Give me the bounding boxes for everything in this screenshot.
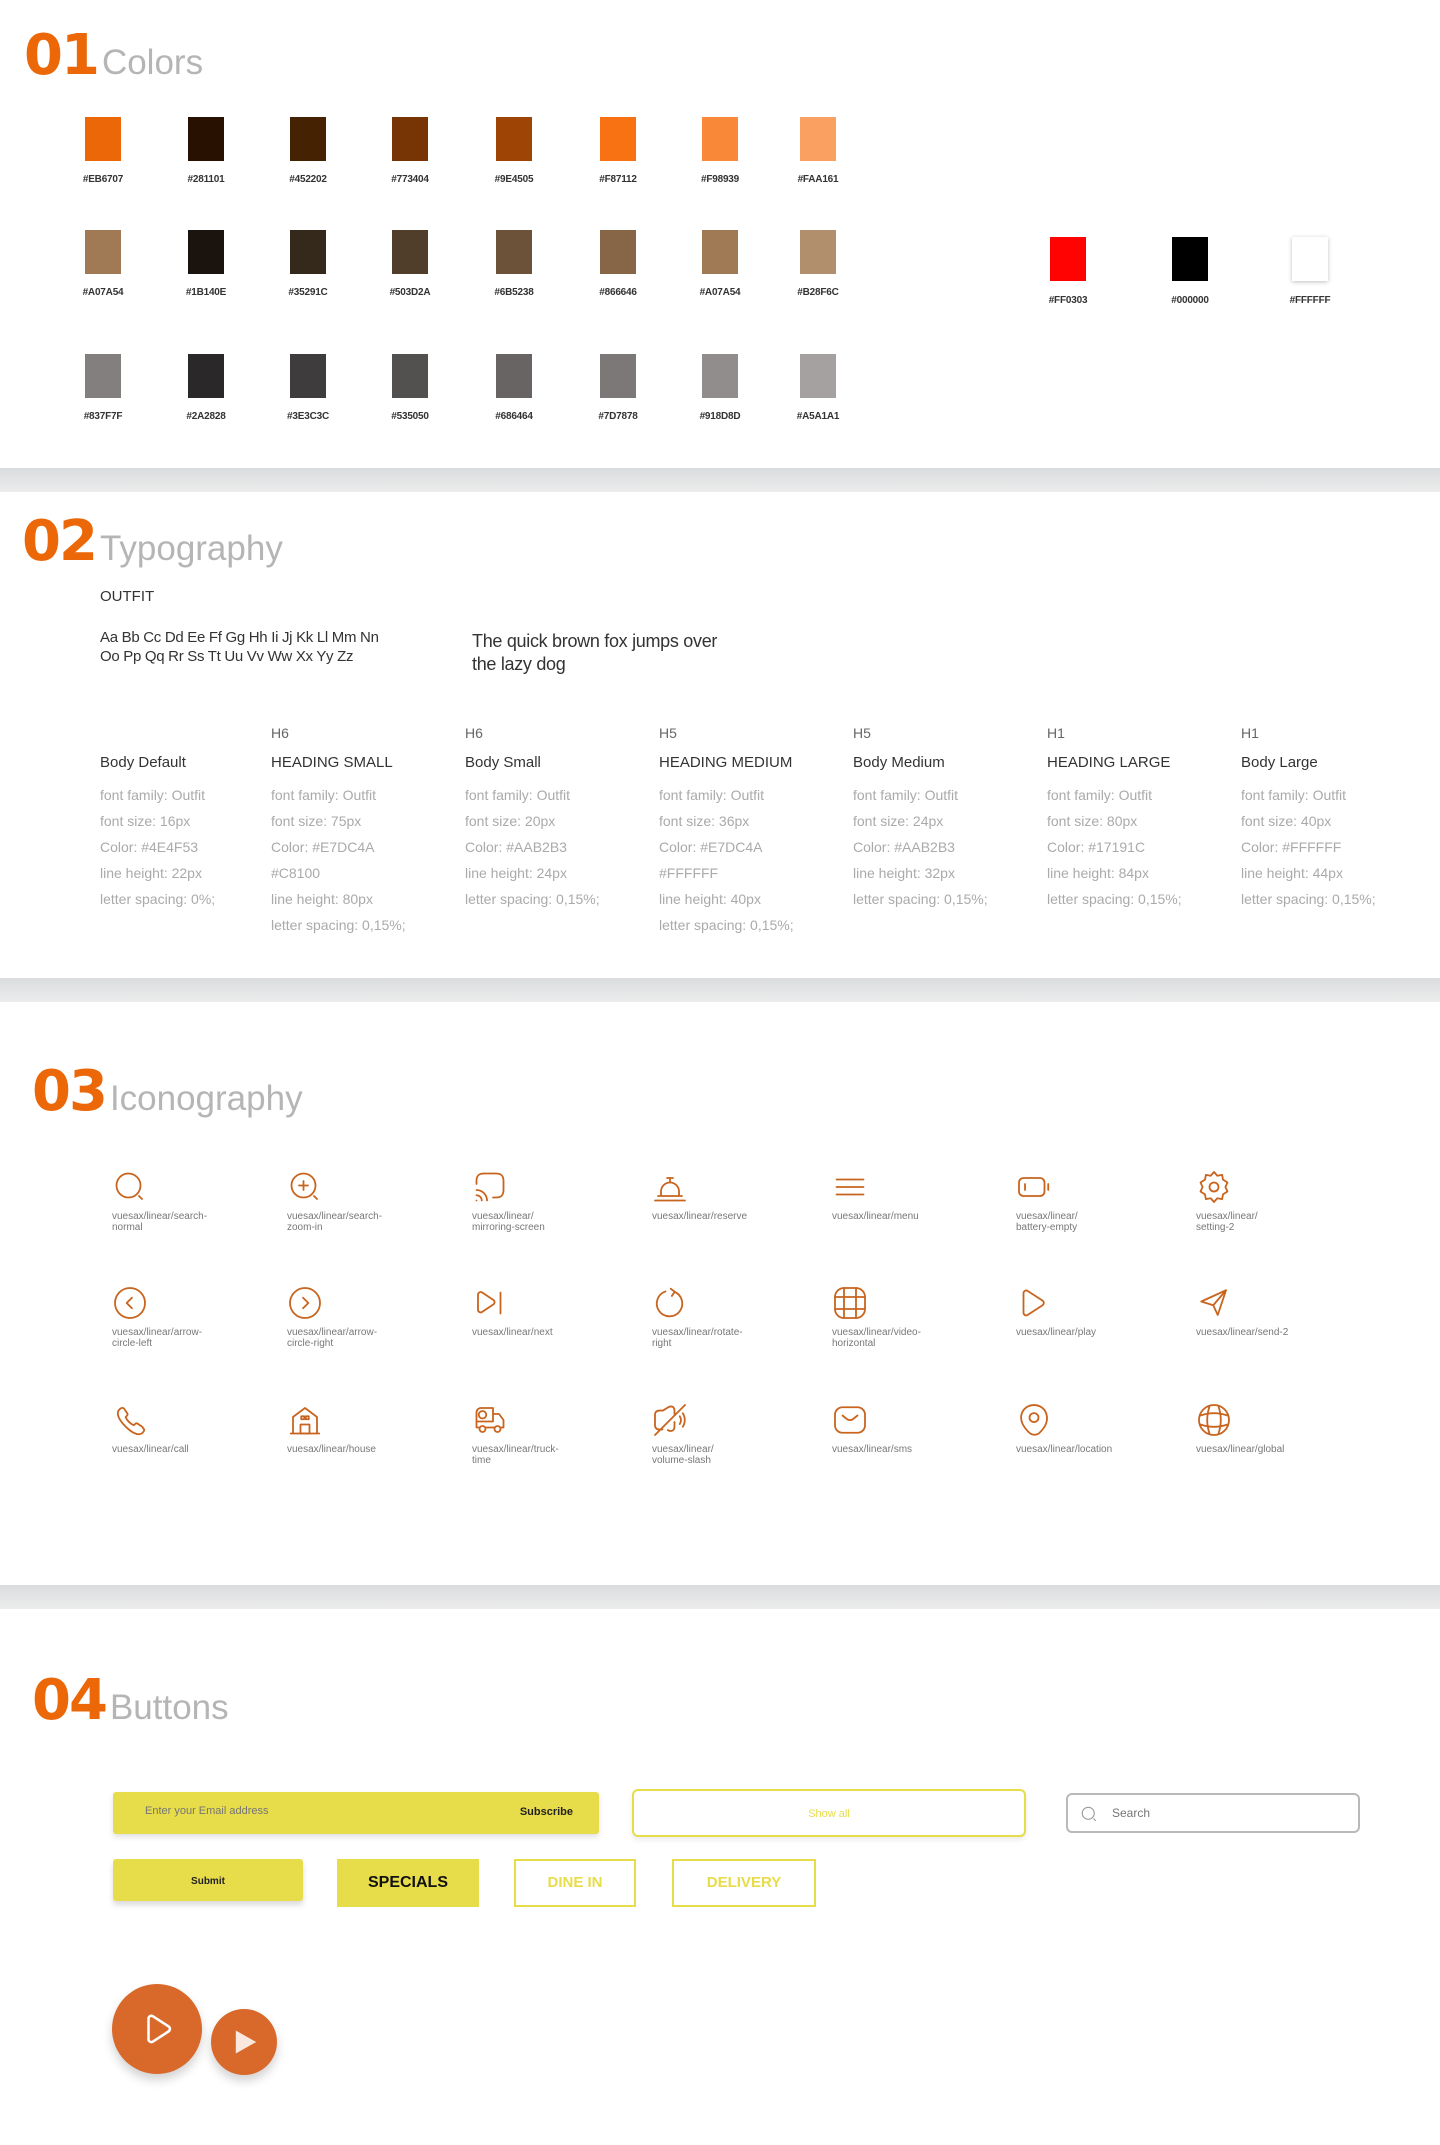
icon-tile	[1016, 1169, 1136, 1233]
color-swatch	[392, 354, 428, 398]
spec-heading-tag	[100, 725, 250, 745]
color-swatch-label: #1B140E	[185, 287, 227, 298]
color-swatch	[600, 230, 636, 274]
specials-label: SPECIALS	[367, 1874, 448, 1891]
house-icon	[287, 1402, 407, 1438]
spec-property-line: line height: 84px	[1047, 865, 1149, 881]
color-swatch	[702, 354, 738, 398]
icon-tile	[472, 1169, 592, 1233]
icon-tile	[472, 1285, 592, 1338]
spec-heading-tag: H5	[853, 725, 871, 741]
color-swatch-label: #2A2828	[186, 411, 226, 422]
spec-property-line: Color: #4E4F53	[100, 839, 199, 855]
color-swatch-label: #000000	[1171, 295, 1209, 306]
color-swatch	[800, 354, 836, 398]
icon-label: vuesax/linear/video- horizontal	[832, 1327, 921, 1349]
icon-tile	[832, 1285, 952, 1349]
icon-label: vuesax/linear/next	[472, 1327, 553, 1338]
icon-tile	[1016, 1402, 1136, 1455]
type-spec-column	[1047, 725, 1197, 912]
spec-property-line: font size: 40px	[1241, 813, 1332, 829]
mirroring-screen-icon	[472, 1169, 592, 1205]
section-title: Typography	[99, 529, 283, 568]
rotate-right-icon	[652, 1285, 772, 1321]
pangram-line: the lazy dog	[472, 654, 566, 674]
icon-label: vuesax/linear/send-2	[1196, 1327, 1289, 1338]
icon-label: vuesax/linear/ volume-slash	[652, 1444, 714, 1466]
icon-label: vuesax/linear/house	[287, 1444, 376, 1455]
color-swatch-label: #6B5238	[494, 287, 534, 298]
color-swatch-label: #686464	[495, 411, 533, 422]
icon-tile	[1196, 1169, 1316, 1233]
section-divider	[0, 978, 1440, 1002]
color-swatch	[1292, 237, 1328, 281]
alphabet-line: Oo Pp Qq Rr Ss Tt Uu Vv Ww Xx Yy Zz	[100, 648, 354, 665]
type-spec-column	[271, 725, 421, 938]
icon-label: vuesax/linear/reserve	[652, 1211, 748, 1222]
search-zoom-in-icon	[287, 1169, 407, 1205]
icon-tile	[472, 1402, 592, 1466]
icon-tile	[287, 1402, 407, 1455]
color-swatch	[85, 117, 121, 161]
spec-property-line: line height: 40px	[659, 891, 761, 907]
section-number: 01	[24, 23, 98, 88]
section-number: 04	[32, 1668, 106, 1733]
specials-button[interactable]	[337, 1859, 479, 1907]
spec-heading-tag: H5	[659, 725, 677, 741]
pangram-sample	[472, 630, 717, 676]
type-spec-column	[1241, 725, 1391, 912]
spec-heading-tag: H6	[271, 725, 289, 741]
spec-property-line: letter spacing: 0,15%;	[659, 917, 794, 933]
color-swatch-label: #535050	[391, 411, 429, 422]
color-swatch	[600, 354, 636, 398]
spec-style-name: Body Small	[465, 754, 541, 771]
delivery-button[interactable]	[672, 1859, 816, 1907]
spec-property-line: Color: #E7DC4A	[271, 839, 375, 855]
section-title: Iconography	[109, 1079, 303, 1118]
color-swatch-label: #866646	[599, 287, 637, 298]
spec-property-line: font family: Outfit	[465, 787, 571, 803]
icon-tile	[112, 1402, 232, 1455]
next-icon	[472, 1285, 592, 1321]
iconography-heading	[32, 1059, 303, 1124]
type-spec-column	[100, 725, 250, 912]
section-divider	[0, 1585, 1440, 1609]
spec-property-line: font size: 16px	[100, 813, 191, 829]
spec-property-line: Color: #17191C	[1047, 839, 1146, 855]
search-icon	[1080, 1805, 1098, 1828]
color-swatch	[1172, 237, 1208, 281]
spec-property-line: font family: Outfit	[853, 787, 959, 803]
color-swatch	[392, 230, 428, 274]
spec-property-line: font size: 20px	[465, 813, 556, 829]
icon-label: vuesax/linear/sms	[832, 1444, 913, 1455]
spec-property-line: #C8100	[271, 865, 321, 881]
color-swatch-label: #35291C	[288, 287, 328, 298]
icon-tile	[832, 1169, 952, 1222]
color-swatch	[290, 230, 326, 274]
icon-tile	[112, 1169, 232, 1233]
spec-property-line: line height: 44px	[1241, 865, 1343, 881]
truck-time-icon	[472, 1402, 592, 1438]
buttons-heading	[32, 1668, 229, 1733]
spec-property-line: Color: #E7DC4A	[659, 839, 763, 855]
dine-in-label: DINE IN	[547, 1874, 603, 1891]
menu-icon	[832, 1169, 952, 1205]
spec-property-line: Color: #FFFFFF	[1241, 839, 1342, 855]
icon-label: vuesax/linear/location	[1016, 1444, 1113, 1455]
color-swatch-label: #7D7878	[598, 411, 638, 422]
email-input[interactable]	[143, 1804, 447, 1818]
icon-label: vuesax/linear/ mirroring-screen	[472, 1211, 545, 1233]
color-swatch-label: #A07A54	[699, 287, 741, 298]
arrow-circle-right-icon	[287, 1285, 407, 1321]
delivery-label: DELIVERY	[706, 1874, 782, 1891]
spec-property-line: letter spacing: 0,15%;	[1047, 891, 1182, 907]
arrow-circle-left-icon	[112, 1285, 232, 1321]
battery-empty-icon	[1016, 1169, 1136, 1205]
color-swatch	[702, 230, 738, 274]
icon-tile	[1196, 1285, 1316, 1338]
colors-heading	[24, 23, 204, 88]
color-swatch-label: #281101	[187, 174, 225, 185]
color-swatch-label: #A5A1A1	[796, 411, 840, 422]
pangram-line: The quick brown fox jumps over	[472, 631, 718, 651]
spec-style-name: HEADING MEDIUM	[659, 754, 793, 771]
show-all-label: Show all	[808, 1808, 850, 1820]
color-swatch	[188, 230, 224, 274]
color-swatch	[496, 354, 532, 398]
subscribe-button[interactable]: Subscribe	[519, 1806, 573, 1818]
color-swatch-label: #503D2A	[389, 287, 431, 298]
section-title: Buttons	[109, 1688, 229, 1727]
color-swatch-label: #A07A54	[82, 287, 124, 298]
global-icon	[1196, 1402, 1316, 1438]
color-swatch	[188, 117, 224, 161]
color-swatch	[85, 230, 121, 274]
color-swatch	[800, 117, 836, 161]
spec-property-line: font size: 75px	[271, 813, 362, 829]
play-solid-icon	[233, 2028, 259, 2061]
color-swatch-label: #837F7F	[83, 411, 123, 422]
spec-property-line: #FFFFFF	[659, 865, 719, 881]
color-swatch-label: #FFFFFF	[1289, 295, 1331, 306]
color-swatch	[600, 117, 636, 161]
color-swatch-label: #F98939	[700, 174, 740, 185]
icon-label: vuesax/linear/arrow- circle-left	[112, 1327, 203, 1349]
icon-label: vuesax/linear/rotate- right	[652, 1327, 743, 1349]
section-divider	[0, 468, 1440, 492]
spec-property-line: font family: Outfit	[100, 787, 206, 803]
color-swatch	[188, 354, 224, 398]
spec-style-name: HEADING LARGE	[1047, 754, 1171, 771]
color-swatch-label: #FF0303	[1048, 295, 1088, 306]
color-swatch-label: #F87112	[599, 174, 637, 185]
submit-button[interactable]	[113, 1859, 303, 1901]
spec-property-line: letter spacing: 0,15%;	[465, 891, 600, 907]
submit-label: Submit	[191, 1876, 225, 1887]
color-swatch	[702, 117, 738, 161]
type-spec-column	[465, 725, 615, 912]
spec-property-line: line height: 32px	[853, 865, 955, 881]
spec-property-line: font size: 36px	[659, 813, 750, 829]
section-number: 03	[32, 1059, 106, 1124]
volume-slash-icon	[652, 1402, 772, 1438]
icon-tile	[287, 1169, 407, 1233]
location-icon	[1016, 1402, 1136, 1438]
color-swatch	[800, 230, 836, 274]
icon-tile	[652, 1169, 772, 1222]
type-spec-column	[659, 725, 809, 938]
setting-2-icon	[1196, 1169, 1316, 1205]
type-spec-column	[853, 725, 1003, 912]
spec-property-line: line height: 24px	[465, 865, 567, 881]
call-icon	[112, 1402, 232, 1438]
play-button-small[interactable]	[211, 2009, 277, 2075]
icon-tile	[652, 1285, 772, 1349]
icon-label: vuesax/linear/call	[112, 1444, 189, 1455]
color-swatch	[85, 354, 121, 398]
alphabet-sample	[100, 628, 379, 666]
spec-property-line: Color: #AAB2B3	[465, 839, 567, 855]
icon-label: vuesax/linear/ setting-2	[1196, 1211, 1258, 1233]
color-swatch	[496, 117, 532, 161]
color-swatch-label: #452202	[289, 174, 327, 185]
icon-tile	[287, 1285, 407, 1349]
dine-in-button[interactable]	[514, 1859, 636, 1907]
play-button-large[interactable]	[112, 1984, 202, 2074]
icon-tile	[652, 1402, 772, 1466]
sms-icon	[832, 1402, 952, 1438]
search-input[interactable]	[1110, 1805, 1334, 1821]
icon-tile	[112, 1285, 232, 1349]
spec-heading-tag: H1	[1047, 725, 1065, 741]
color-swatch-label: #918D8D	[699, 411, 741, 422]
icon-label: vuesax/linear/search- normal	[112, 1211, 208, 1233]
icon-label: vuesax/linear/play	[1016, 1327, 1097, 1338]
color-swatch	[1050, 237, 1086, 281]
color-swatch-label: #3E3C3C	[287, 411, 329, 422]
icon-label: vuesax/linear/arrow- circle-right	[287, 1327, 378, 1349]
typography-heading	[22, 509, 283, 574]
spec-property-line: letter spacing: 0,15%;	[853, 891, 988, 907]
color-swatch-label: #EB6707	[82, 174, 124, 185]
color-swatch	[496, 230, 532, 274]
typography-section	[0, 492, 1440, 978]
icon-label: vuesax/linear/ battery-empty	[1016, 1211, 1078, 1233]
color-swatch	[392, 117, 428, 161]
font-name: OUTFIT	[100, 588, 155, 605]
video-horizontal-icon	[832, 1285, 952, 1321]
spec-property-line: Color: #AAB2B3	[853, 839, 955, 855]
color-swatch-label: #773404	[391, 174, 429, 185]
icon-label: vuesax/linear/global	[1196, 1444, 1285, 1455]
icon-label: vuesax/linear/search- zoom-in	[287, 1211, 383, 1233]
color-swatch-label: #B28F6C	[797, 287, 839, 298]
spec-property-line: font size: 24px	[853, 813, 944, 829]
search-normal-icon	[112, 1169, 232, 1205]
play-outline-icon	[139, 2010, 177, 2053]
spec-property-line: letter spacing: 0%;	[100, 891, 216, 907]
search-box[interactable]	[1066, 1793, 1360, 1833]
color-swatch	[290, 117, 326, 161]
show-all-button[interactable]	[632, 1789, 1026, 1837]
icon-label: vuesax/linear/menu	[832, 1211, 919, 1222]
section-title: Colors	[101, 43, 204, 82]
spec-heading-tag: H1	[1241, 725, 1259, 741]
icon-tile	[1016, 1285, 1136, 1338]
play-icon	[1016, 1285, 1136, 1321]
color-swatch-label: #FAA161	[797, 174, 839, 185]
buttons-section	[0, 1609, 1440, 2145]
section-number: 02	[22, 509, 96, 574]
spec-style-name: HEADING SMALL	[271, 754, 393, 771]
icon-tile	[832, 1402, 952, 1455]
spec-property-line: font family: Outfit	[271, 787, 377, 803]
spec-property-line: letter spacing: 0,15%;	[1241, 891, 1376, 907]
spec-property-line: line height: 22px	[100, 865, 202, 881]
color-swatch-label: #9E4505	[494, 174, 534, 185]
spec-heading-tag: H6	[465, 725, 483, 741]
spec-property-line: font family: Outfit	[1047, 787, 1153, 803]
spec-property-line: font size: 80px	[1047, 813, 1138, 829]
spec-property-line: font family: Outfit	[659, 787, 765, 803]
icon-label: vuesax/linear/truck- time	[472, 1444, 559, 1466]
icon-tile	[1196, 1402, 1316, 1455]
colors-section	[0, 0, 1440, 468]
spec-property-line: letter spacing: 0,15%;	[271, 917, 406, 933]
spec-property-line: line height: 80px	[271, 891, 373, 907]
alphabet-line: Aa Bb Cc Dd Ee Ff Gg Hh Ii Jj Kk Ll Mm Nn	[100, 629, 379, 646]
iconography-section	[0, 1002, 1440, 1585]
send-2-icon	[1196, 1285, 1316, 1321]
spec-style-name: Body Large	[1241, 754, 1318, 771]
spec-style-name: Body Medium	[853, 754, 945, 771]
color-swatch	[290, 354, 326, 398]
reserve-icon	[652, 1169, 772, 1205]
spec-property-line: font family: Outfit	[1241, 787, 1347, 803]
email-subscribe-bar	[113, 1792, 599, 1834]
spec-style-name: Body Default	[100, 754, 186, 771]
